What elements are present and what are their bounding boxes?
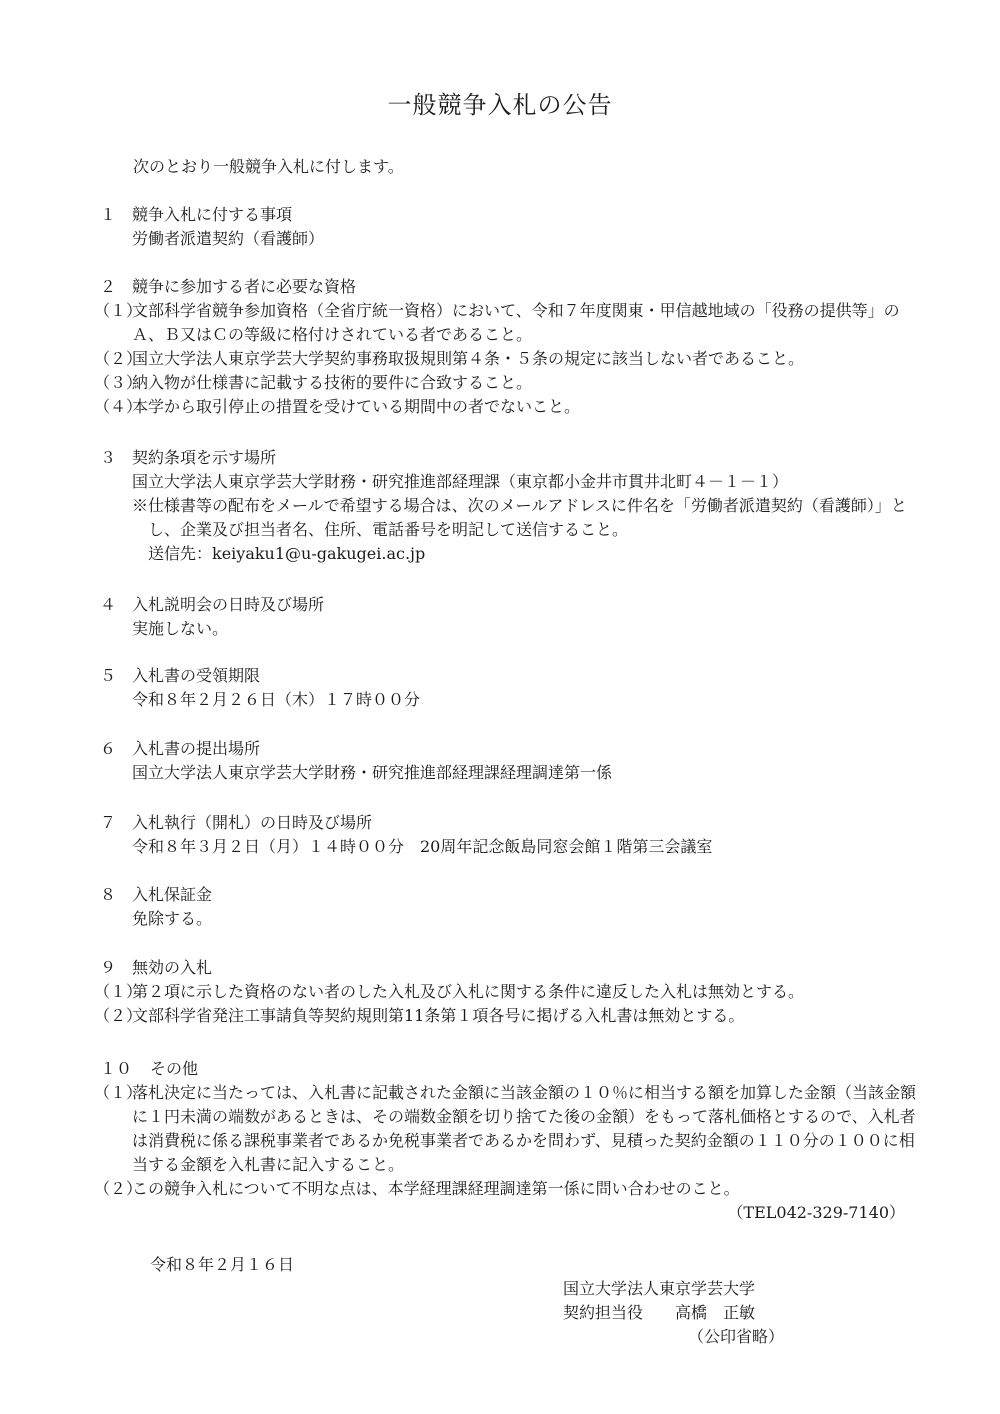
list-item: （１） 落札決定に当たっては、入札書に記載された金額に当該金額の１０％に相当する額を加算した金額（当該金額に１円未満の端数があるときは、その端数金額を切り捨てた後の金額）をもって落札価格とするので、入札者は消費税に係る課税事業者であるか免税事業者であるかを問わず、見積った契約金額の１１０分の１００に相当する金額を入札書に記入すること。 [94, 1083, 917, 1174]
section-number: ９ [100, 958, 117, 977]
section-number: ７ [100, 813, 117, 832]
list-item: （３） 納入物が仕様書に記載する技術的要件に合致すること。 [94, 373, 533, 392]
section-heading: 競争に参加する者に必要な資格 [132, 277, 357, 296]
section-body: 国立大学法人東京学芸大学財務・研究推進部経理課経理調達第一係 [132, 763, 613, 782]
seal-omitted-note: （公印省略） [688, 1327, 785, 1346]
section-heading: 入札説明会の日時及び場所 [132, 595, 325, 614]
section-heading: 入札保証金 [132, 885, 213, 904]
email-address: 送信先：keiyaku1@u-gakugei.ac.jp [148, 544, 426, 563]
section-1 [100, 203, 930, 251]
section-3 [100, 446, 930, 566]
section-5 [100, 664, 930, 712]
section-number: ３ [100, 448, 117, 467]
section-heading: 競争入札に付する事項 [132, 205, 293, 224]
list-item: （２） 文部科学省発注工事請負等契約規則第11条第１項各号に掲げる入札書は無効とする。 [94, 1006, 745, 1025]
section-body: 労働者派遣契約（看護師） [132, 229, 325, 248]
signature-org: 国立大学法人東京学芸大学 [563, 1279, 756, 1298]
section-heading: 無効の入札 [132, 958, 213, 977]
section-8 [100, 883, 930, 931]
signature-role-name: 契約担当役 高橋 正敏 [563, 1303, 756, 1322]
section-heading: 入札執行（開札）の日時及び場所 [132, 813, 373, 832]
section-heading: その他 [150, 1059, 199, 1078]
section-number: ５ [100, 666, 117, 685]
list-item: （１） 第２項に示した資格のない者のした入札及び入札に関する条件に違反した入札は無効とする。 [94, 982, 805, 1001]
document-title: 一般競争入札の公告 [387, 91, 613, 119]
section-number: ８ [100, 885, 117, 904]
section-number: １ [100, 205, 117, 224]
intro-text: 次のとおり一般競争入札に付します。 [133, 157, 404, 176]
distribution-note: ※仕様書等の配布をメールで希望する場合は、次のメールアドレスに件名を「労働者派遣契約（看護師）」とし、企業及び担当者名、住所、電話番号を明記して送信すること。 [132, 496, 907, 539]
list-item: （１） 文部科学省競争参加資格（全省庁統一資格）において、令和７年度関東・甲信越地域の「役務の提供等」のＡ、Ｂ又はＣの等級に格付けされている者であること。 [94, 301, 900, 344]
signature-block [563, 1277, 784, 1349]
section-heading: 入札書の提出場所 [132, 739, 261, 758]
section-number: １０ [100, 1059, 133, 1078]
notice-date: 令和８年２月１６日 [150, 1255, 295, 1274]
section-body: 令和８年３月２日（月）１４時００分 20周年記念飯島同窓会館１階第三会議室 [132, 837, 713, 856]
section-body: 国立大学法人東京学芸大学財務・研究推進部経理課（東京都小金井市貫井北町４－１－１） [132, 472, 789, 491]
list-item: （２） 国立大学法人東京学芸大学契約事務取扱規則第４条・５条の規定に該当しない者であること。 [94, 349, 805, 368]
list-item: （４） 本学から取引停止の措置を受けている期間中の者でないこと。 [94, 397, 581, 416]
section-body: 実施しない。 [132, 619, 229, 638]
contact-tel: （TEL042-329-7140） [727, 1203, 905, 1222]
section-body: 免除する。 [132, 909, 213, 928]
section-number: ６ [100, 739, 117, 758]
section-4 [100, 593, 930, 641]
list-item: （２） この競争入札について不明な点は、本学経理課経理調達第一係に問い合わせのこと。 [94, 1179, 740, 1198]
section-2 [94, 275, 930, 419]
section-9 [94, 956, 930, 1028]
section-number: ４ [100, 595, 117, 614]
section-heading: 入札書の受領期限 [132, 666, 261, 685]
section-number: ２ [100, 277, 117, 296]
section-7 [100, 811, 930, 859]
section-body: 令和８年２月２６日（木）１７時００分 [132, 690, 421, 709]
section-6 [100, 737, 930, 785]
section-10 [94, 1057, 930, 1225]
section-heading: 契約条項を示す場所 [132, 448, 277, 467]
